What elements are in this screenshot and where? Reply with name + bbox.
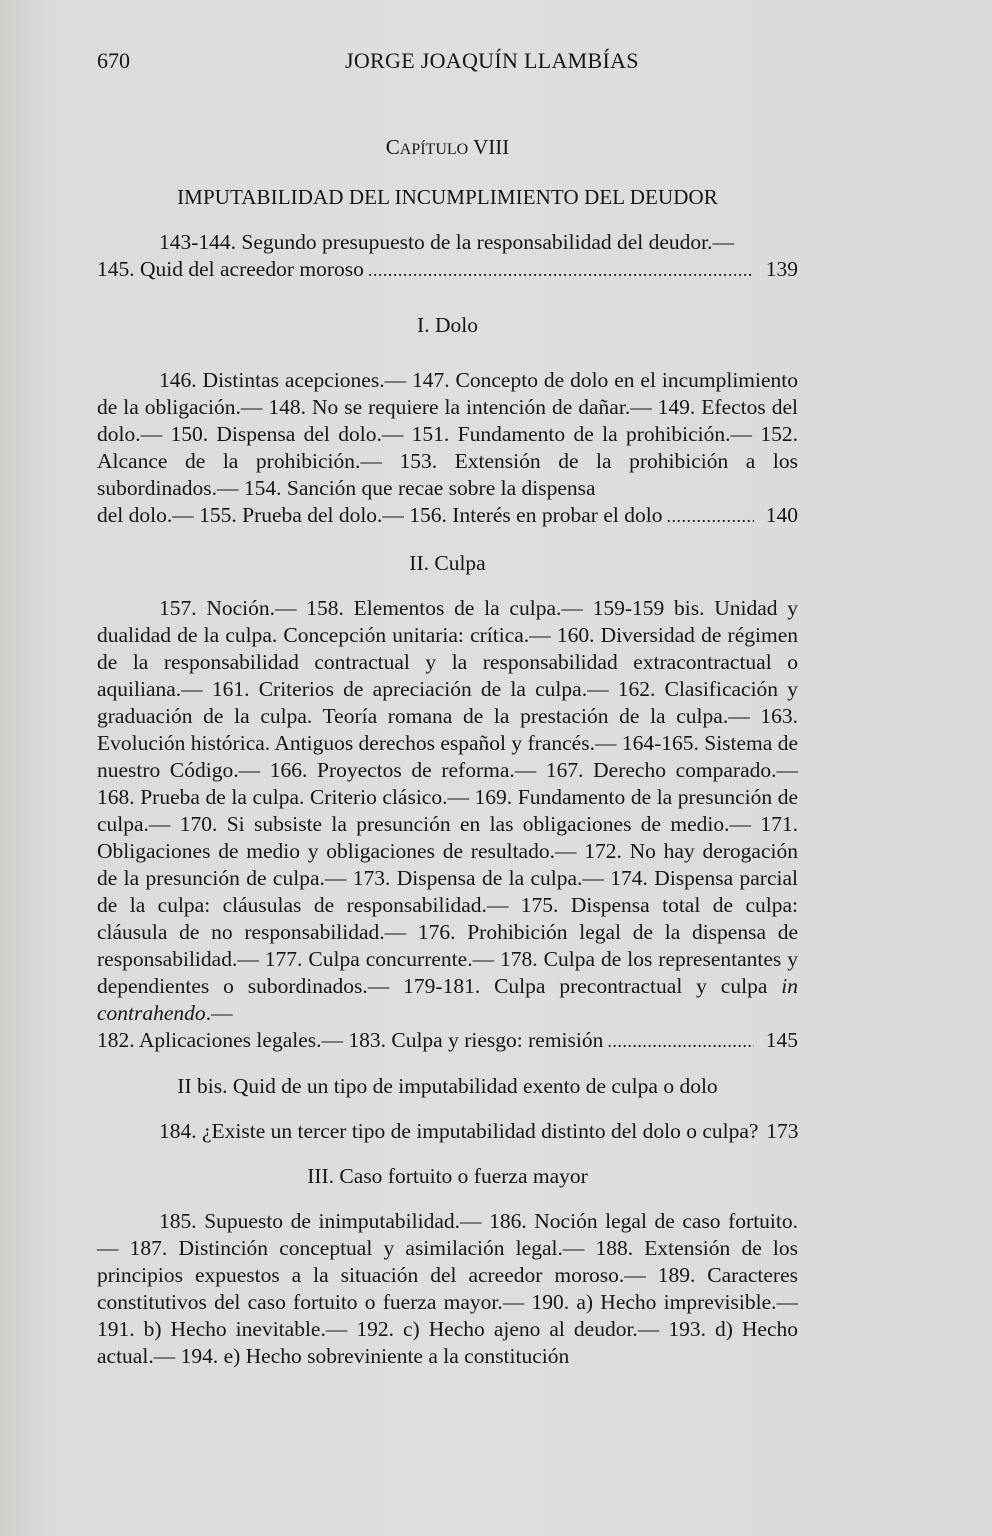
chapter-title: IMPUTABILIDAD DEL INCUMPLIMIENTO DEL DEUDOR xyxy=(177,185,718,209)
toc-entry-dolo-last: del dolo.— 155. Prueba del dolo.— 156. Interés en probar el dolo . . . 140 xyxy=(97,502,798,530)
page-ref: 173 xyxy=(766,1119,799,1143)
section-heading-bis: II bis. Quid de un tipo de imputabilidad exento de culpa o dolo xyxy=(177,1074,718,1098)
page-ref: 139 xyxy=(765,257,798,281)
toc-entry-intro: 143-144. Segundo presupuesto de la responsabilidad del deudor.— xyxy=(159,230,735,254)
table-of-contents xyxy=(97,134,798,1370)
toc-entry-dolo: 146. Distintas acepciones.— 147. Concepto de dolo en el incumplimiento de la obligación.— 148. No se requiere la intención de dañar.— 149. Efectos del dolo.— 150. Dispensa del dolo.— 151. Fundamento de la prohibición.— 152. Alcance de la prohibición.— 153. Extensión de la prohibición a los subordinados.— 154. Sanción que recae sobre la dispensa xyxy=(97,368,798,500)
leader-dots xyxy=(666,502,754,530)
section-heading-dolo: I. Dolo xyxy=(417,313,478,337)
section-heading-fortuito: III. Caso fortuito o fuerza mayor xyxy=(307,1164,588,1188)
page-header xyxy=(97,48,797,84)
running-head: JORGE JOAQUÍN LLAMBÍAS xyxy=(345,48,639,73)
toc-entry-culpa-last: 182. Aplicaciones legales.— 183. Culpa y riesgo: remisión . . . 145 xyxy=(97,1027,798,1055)
chapter-label: CAPÍTULO VIII xyxy=(385,135,510,159)
page-ref: 140 xyxy=(765,503,798,527)
toc-entry-bis: 184. ¿Existe un tercer tipo de imputabilidad distinto del dolo o culpa? 173 xyxy=(159,1119,799,1143)
toc-entry-fortuito: 185. Supuesto de inimputabilidad.— 186. Noción legal de caso fortuito.— 187. Distinción conceptual y asimilación legal.— 188. Extensión de los principios expuestos a la situación del acreedor moroso.— 189. Caracteres constitutivos del caso fortuito o fuerza mayor.— 190. a) Hecho imprevisible.— 191. b) Hecho inevitable.— 192. c) Hecho ajeno al deudor.— 193. d) Hecho actual.— 194. e) Hecho sobreviniente a la constitución xyxy=(97,1209,798,1368)
toc-entry-culpa: 157. Noción.— 158. Elementos de la culpa.— 159-159 bis. Unidad y dualidad de la culpa. Concepción unitaria: crítica.— 160. Diversidad de régimen de la responsabilidad contractual y la responsabilidad extracontractual o aquiliana.— 161. Criterios de apreciación de la culpa.— 162. Clasificación y graduación de la culpa. Teoría romana de la prestación de la culpa.— 163. Evolución histórica. Antiguos derechos español y francés.— 164-165. Sistema de nuestro Código.— 166. Proyectos de reforma.— 167. Derecho comparado.— 168. Prueba de la culpa. Criterio clásico.— 169. Fundamento de la presunción de culpa.— 170. Si subsiste la presunción en las obligaciones de medio.— 171. Obligaciones de medio y obligaciones de resultado.— 172. No hay derogación de la presunción de culpa.— 173. Dispensa de la culpa.— 174. Dispensa parcial de la culpa: cláusulas de responsabilidad.— 175. Dispensa total de culpa: cláusula de no responsabilidad.— 176. Prohibición legal de la dispensa de responsabilidad.— 177. Culpa concurrente.— 178. Culpa de los representantes y dependientes o subordinados.— 179-181. Culpa precontractual y culpa in contrahendo.— xyxy=(97,596,798,1025)
toc-entry-intro-last: 145. Quid del acreedor moroso . . . 139 xyxy=(97,256,798,284)
page-number: 670 xyxy=(97,48,130,73)
section-heading-culpa: II. Culpa xyxy=(409,551,486,575)
leader-dots xyxy=(368,256,754,284)
page-ref: 145 xyxy=(765,1028,798,1052)
leader-dots xyxy=(607,1027,754,1055)
